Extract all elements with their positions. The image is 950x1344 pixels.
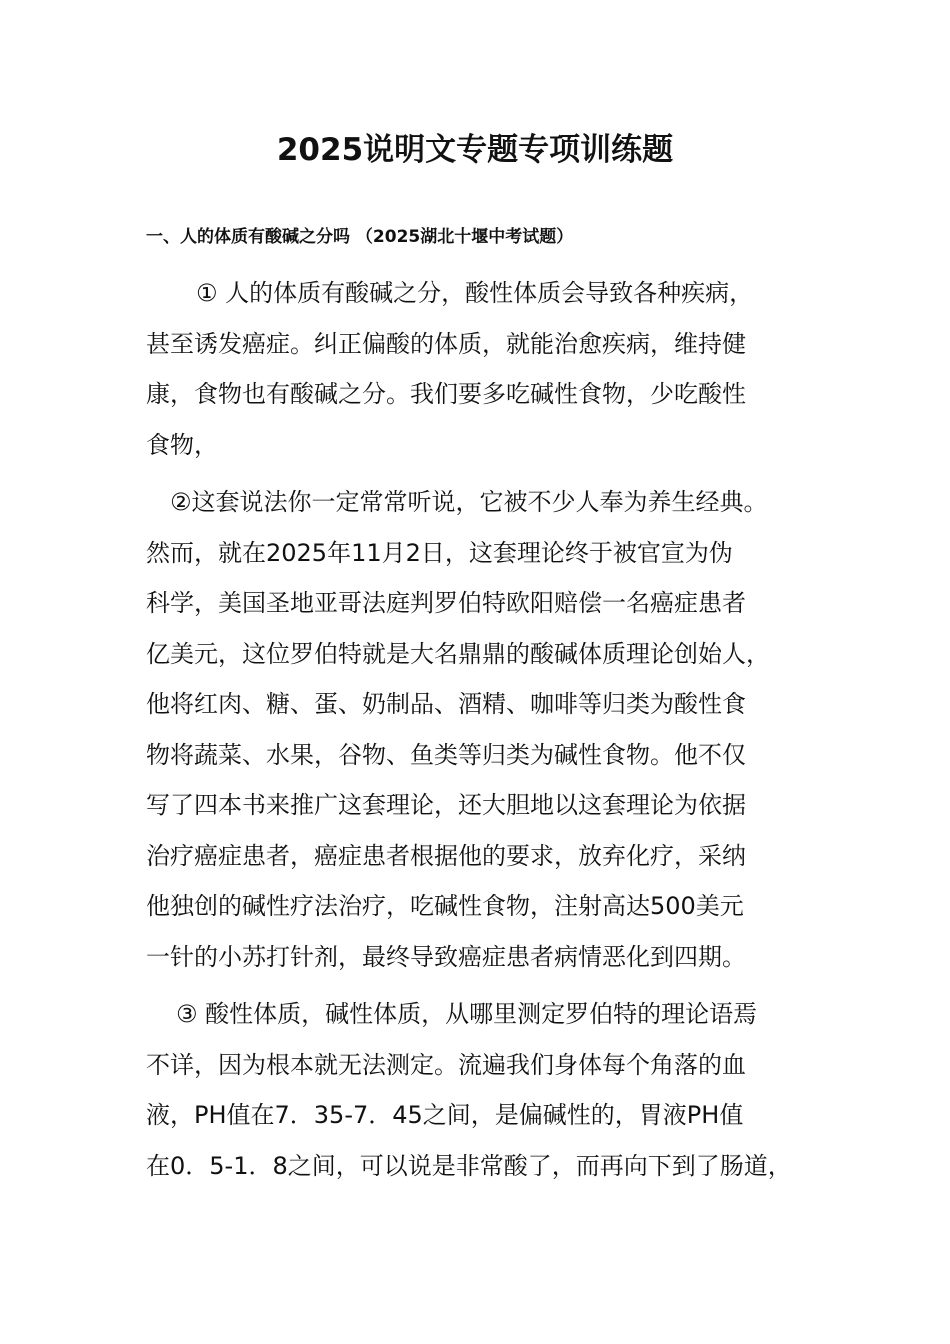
paragraph-line: 康，食物也有酸碱之分。我们要多吃碱性食物，少吃酸性 [146, 380, 746, 408]
paragraph-line: 液，PH值在7．35-7．45之间，是偏碱性的，胃液PH值 [146, 1101, 744, 1129]
paragraph-3 [146, 989, 846, 1191]
paragraph-line: 科学，美国圣地亚哥法庭判罗伯特欧阳赔偿一名癌症患者 [146, 589, 746, 617]
paragraph-line: 亿美元，这位罗伯特就是大名鼎鼎的酸碱体质理论创始人， [146, 639, 770, 668]
paragraph-line: 他将红肉、糖、蛋、奶制品、酒精、咖啡等归类为酸性食 [146, 690, 746, 718]
paragraph-line: 物将蔬菜、水果，谷物、鱼类等归类为碱性食物。他不仅 [146, 740, 746, 769]
document-title: 2025说明文专题专项训练题 [276, 132, 674, 168]
paragraph-line: 食物， [146, 430, 218, 459]
paragraph-1 [146, 268, 846, 470]
paragraph-line: ③ 酸性体质，碱性体质，从哪里测定罗伯特的理论语焉 [176, 1000, 758, 1028]
paragraph-line: 他独创的碱性疗法治疗，吃碱性食物，注射高达500美元 [146, 892, 744, 920]
paragraph-line: 在0．5-1．8之间，可以说是非常酸了，而再向下到了肠道， [146, 1151, 792, 1180]
paragraph-line: ① 人的体质有酸碱之分，酸性体质会导致各种疾病， [196, 279, 754, 307]
section-heading: 一、人的体质有酸碱之分吗 （2025湖北十堰中考试题） [146, 227, 574, 247]
paragraph-line: 甚至诱发癌症。纠正偏酸的体质，就能治愈疾病，维持健 [146, 329, 746, 358]
paragraph-line: 写了四本书来推广这套理论，还大胆地以这套理论为依据 [146, 791, 746, 819]
paragraph-line: 一针的小苏打针剂，最终导致癌症患者病情恶化到四期。 [146, 942, 746, 971]
paragraph-line: 然而，就在2025年11月2日，这套理论终于被官宣为伪 [146, 538, 733, 567]
paragraph-line: 不详，因为根本就无法测定。流遍我们身体每个角落的血 [146, 1050, 746, 1079]
paragraph-line: ②这套说法你一定常常听说，它被不少人奉为养生经典。 [170, 488, 768, 516]
paragraph-2 [146, 477, 846, 982]
paragraph-line: 治疗癌症患者，癌症患者根据他的要求，放弃化疗，采纳 [146, 841, 746, 870]
